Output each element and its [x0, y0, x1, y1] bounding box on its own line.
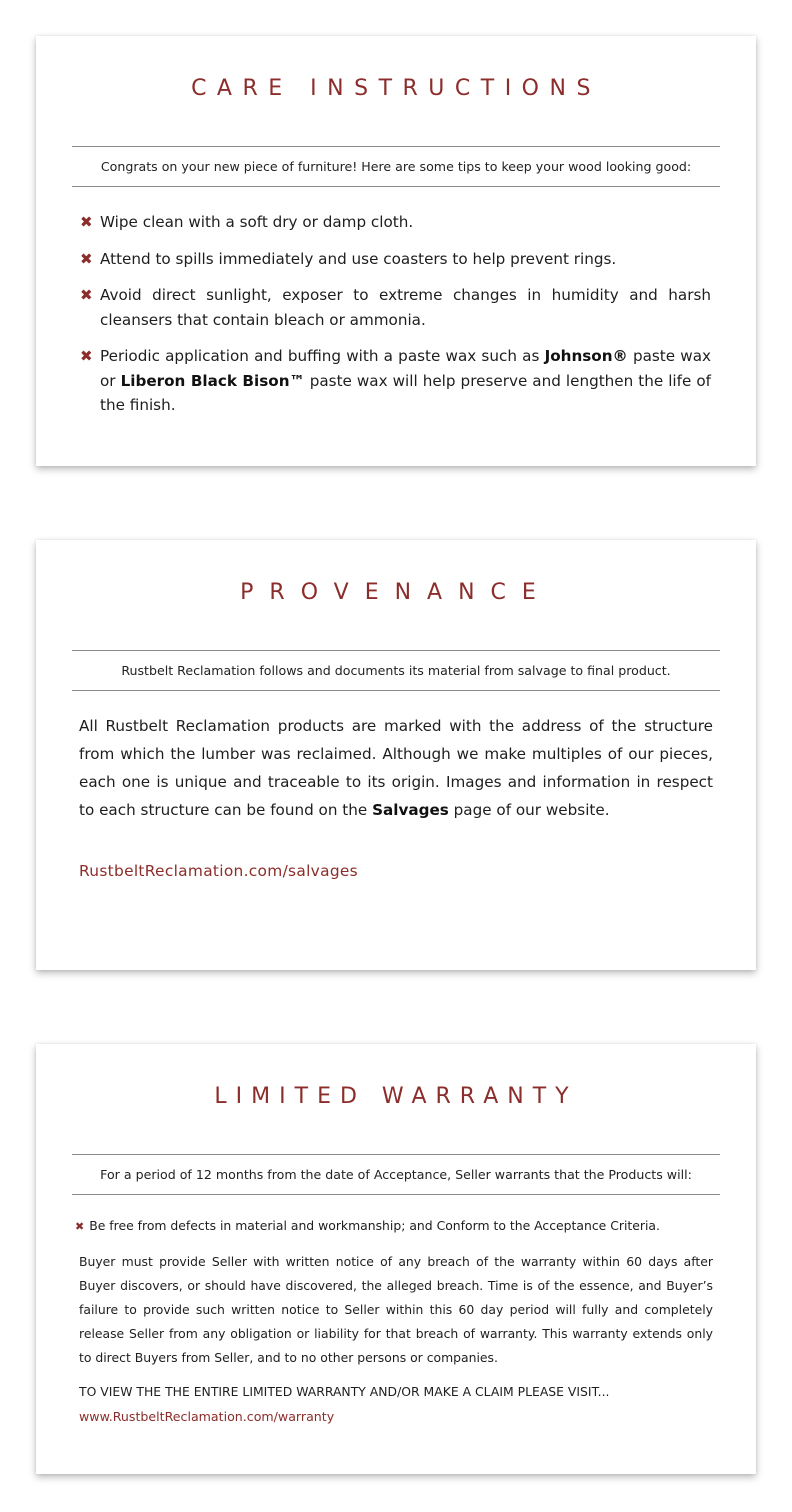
care-tip-item	[80, 344, 711, 418]
care-tip-text: Periodic application and buffing with a paste wax such as Johnson® paste wax or Liberon Black Bison™ paste wax will help preserve and lengthen the life of the finish.	[100, 347, 712, 414]
provenance-bottom-divider	[72, 690, 720, 691]
provenance-subtitle: Rustbelt Reclamation follows and documents its material from salvage to final product.	[121, 663, 671, 678]
care-tip-text: Attend to spills immediately and use coasters to help prevent rings.	[100, 249, 617, 268]
warranty-bullet-text: Be free from defects in material and workmanship; and Conform to the Acceptance Criteria.	[89, 1218, 660, 1233]
limited-warranty-card	[36, 1044, 756, 1474]
warranty-link[interactable]: www.RustbeltReclamation.com/warranty	[79, 1409, 335, 1424]
x-mark-icon: ✖	[80, 213, 93, 231]
x-mark-icon: ✖	[80, 286, 93, 304]
warranty-bottom-divider	[72, 1194, 720, 1195]
x-mark-icon: ✖	[75, 1220, 85, 1233]
care-tips-list	[80, 210, 711, 430]
warranty-body: Buyer must provide Seller with written notice of any breach of the warranty within 60 days after Buyer discovers, or should have discovered, the alleged breach. Time is of the essence, and Buyer’s failure to provide such written notice to Seller within this 60 day period will fully and completely release Seller from any obligation or liability for that breach of warranty. This warranty extends only to direct Buyers from Seller, and to no other persons or companies.	[79, 1254, 713, 1365]
warranty-bullet	[75, 1218, 715, 1235]
care-subtitle: Congrats on your new piece of furniture! Here are some tips to keep your wood looking good:	[100, 159, 692, 174]
care-tip-text: Avoid direct sunlight, exposer to extreme changes in humidity and harsh cleansers that contain bleach or ammonia.	[100, 286, 711, 329]
care-bottom-divider	[72, 186, 720, 187]
warranty-cta: TO VIEW THE THE ENTIRE LIMITED WARRANTY AND/OR MAKE A CLAIM PLEASE VISIT...	[79, 1384, 610, 1399]
care-title: CARE INSTRUCTIONS	[191, 76, 601, 101]
care-tip-item	[80, 210, 711, 235]
warranty-subtitle: For a period of 12 months from the date of Acceptance, Seller warrants that the Products will:	[100, 1167, 692, 1182]
provenance-body: All Rustbelt Reclamation products are marked with the address of the structure from which the lumber was reclaimed. Although we make multiples of our pieces, each one is unique and traceable to its origin. Images and information in respect to each structure can be found on the Salvages page of our website.	[79, 717, 713, 819]
x-mark-icon: ✖	[80, 249, 93, 268]
provenance-title: PROVENANCE	[240, 580, 552, 605]
x-mark-icon: ✖	[80, 347, 93, 365]
salvages-link[interactable]: RustbeltReclamation.com/salvages	[79, 862, 358, 880]
provenance-card	[36, 540, 756, 970]
product-name-johnson: Johnson®	[544, 347, 628, 365]
care-tip-text: Wipe clean with a soft dry or damp cloth.	[100, 213, 414, 231]
provenance-top-divider	[72, 650, 720, 651]
warranty-title: LIMITED WARRANTY	[214, 1084, 578, 1109]
care-instructions-card	[36, 36, 756, 466]
care-tip-item	[80, 247, 711, 272]
warranty-top-divider	[72, 1154, 720, 1155]
care-tip-item	[80, 283, 711, 332]
care-top-divider	[72, 146, 720, 147]
product-name-liberon: Liberon Black Bison™	[120, 371, 305, 390]
salvages-page-name: Salvages	[372, 801, 449, 819]
